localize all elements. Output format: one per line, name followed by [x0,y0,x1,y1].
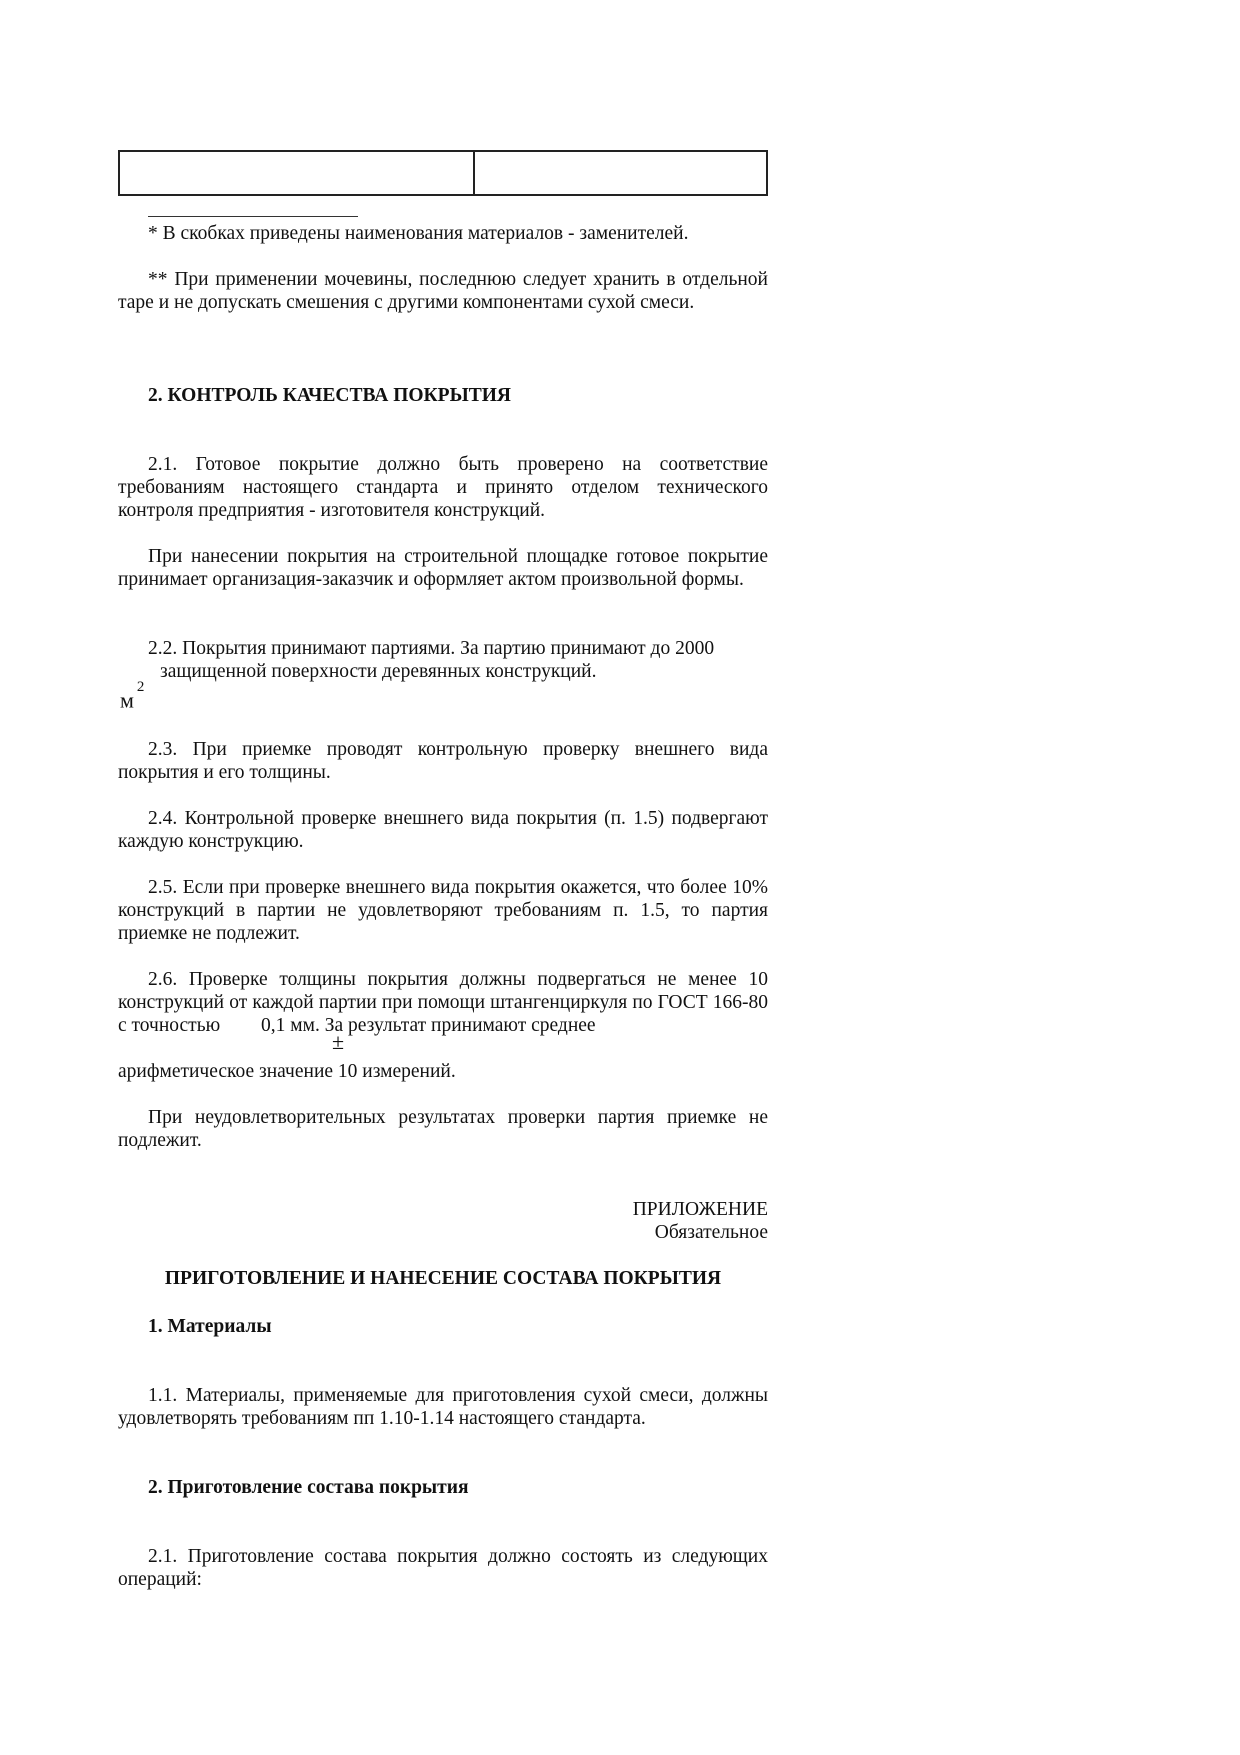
paragraph-2-4 [118,807,768,853]
paragraph-2-6b [118,1106,768,1152]
appendix-paragraph-2-1 [118,1545,768,1591]
footnote-star1 [118,222,768,245]
paragraph-text: 2.4. Контрольной проверке внешнего вида покрытия (п. 1.5) подвергают каждую конструкцию. [118,808,768,852]
appendix-label: ПРИЛОЖЕНИЕ [632,1199,768,1220]
footnote-separator [148,216,358,217]
appendix-heading-materials: 1. Материалы [148,1316,272,1337]
plus-minus-sign: ± [332,1029,345,1054]
footnote-star2 [118,268,768,314]
paragraph-text: 2.1. Готовое покрытие должно быть проверено на соответствие требованиям настоящего стандарта и принято отделом технического контроля предприятия - изготовителя конструкций. [118,454,768,521]
paragraph-2-2 [118,637,768,683]
paragraph-text: При нанесении покрытия на строительной площадке готовое покрытие принимает организация-заказчик и оформляет актом произвольной формы. [118,546,768,590]
paragraph-2-5 [118,876,768,945]
paragraph-text: защищенной поверхности деревянных конструкций. [160,661,597,682]
appendix-sublabel: Обязательное [654,1222,768,1243]
table-bottom-row [118,150,768,196]
footnote-text: ** При применении мочевины, последнюю следует хранить в отдельной таре и не допускать смешения с другими компонентами сухой смеси. [118,269,768,313]
paragraph-2-6 [118,968,768,1037]
section-heading: 2. КОНТРОЛЬ КАЧЕСТВА ПОКРЫТИЯ [148,385,511,406]
paragraph-text: арифметическое значение 10 измерений. [118,1061,456,1082]
paragraph-text: 2.6. Проверке толщины покрытия должны подвергаться не менее 10 конструкций от каждой партии при помощи штангенциркуля по ГОСТ 166-80 с точностью 0,1 мм. За результат принимают среднее [118,969,768,1036]
paragraph-text: 2.2. Покрытия принимают партиями. За партию принимают до 2000 [148,638,715,659]
paragraph-text: 2.3. При приемке проводят контрольную проверку внешнего вида покрытия и его толщины. [118,739,768,783]
paragraph-2-3 [118,738,768,784]
paragraph-text: При неудовлетворительных результатах проверки партия приемке не подлежит. [118,1107,768,1151]
paragraph-2-1 [118,453,768,522]
paragraph-2-1b [118,545,768,591]
footnote-text: * В скобках приведены наименования материалов - заменителей. [148,223,689,244]
paragraph-text: 2.5. Если при проверке внешнего вида покрытия окажется, что более 10% конструкций в партии не удовлетворяют требованиям п. 1.5, то партия приемке не подлежит. [118,877,768,944]
appendix-paragraph-1-1 [118,1384,768,1430]
paragraph-2-6-end [118,1060,768,1083]
paragraph-text: 1.1. Материалы, применяемые для приготовления сухой смеси, должны удовлетворять требованиям пп 1.10-1.14 настоящего стандарта. [118,1385,768,1429]
table-cell-divider [473,152,475,194]
paragraph-text: 2.1. Приготовление состава покрытия должно состоять из следующих операций: [118,1546,768,1590]
appendix-title: ПРИГОТОВЛЕНИЕ И НАНЕСЕНИЕ СОСТАВА ПОКРЫТИЯ [164,1268,722,1289]
appendix-heading-preparation: 2. Приготовление состава покрытия [148,1477,469,1498]
unit-square-meter: $м^2$ [120,679,145,713]
